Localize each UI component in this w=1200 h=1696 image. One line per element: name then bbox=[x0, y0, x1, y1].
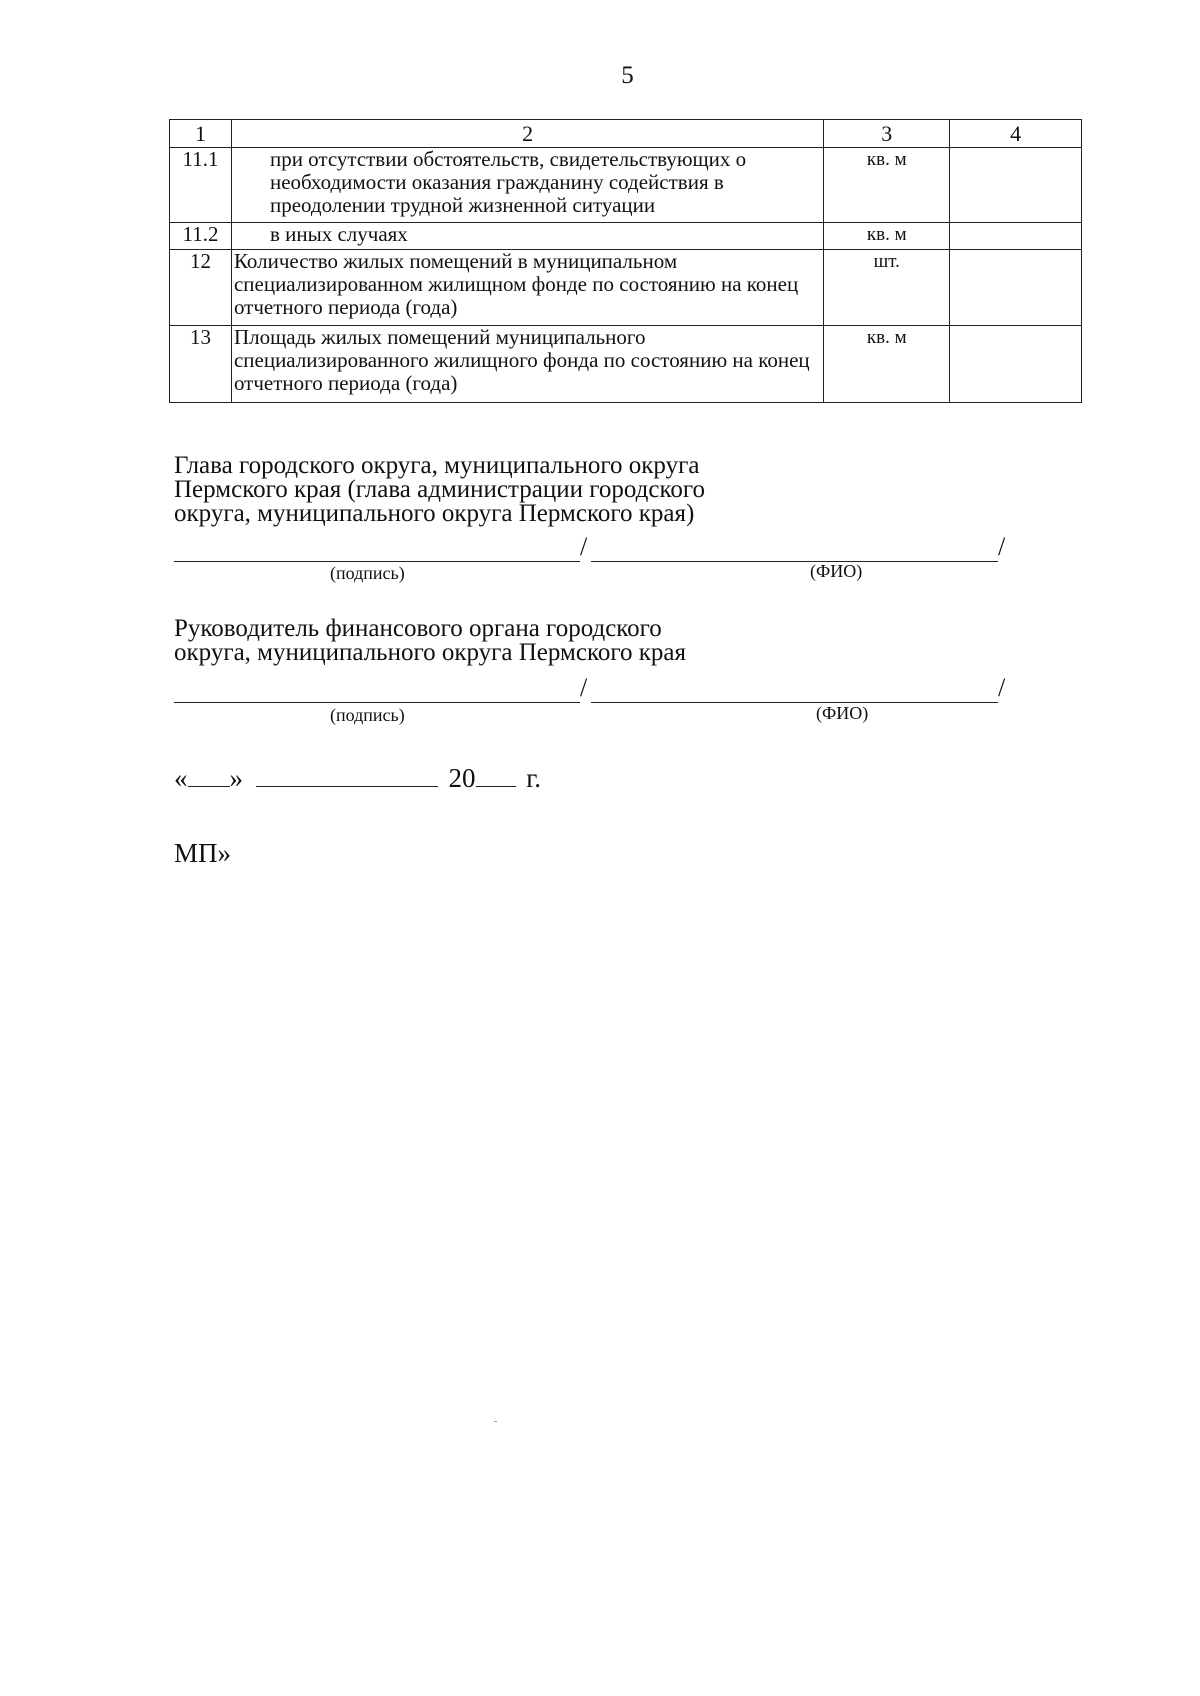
year-blank bbox=[476, 762, 516, 787]
row-value bbox=[950, 250, 1082, 326]
head-name-caption: (ФИО) bbox=[810, 561, 863, 581]
table-row bbox=[170, 326, 1082, 403]
table-header-cell: 2 bbox=[231, 120, 823, 148]
finance-signature-caption: (подпись) bbox=[330, 705, 405, 725]
table-header-row bbox=[170, 120, 1082, 148]
row-description: Количество жилых помещений в муниципальном специализированном жилищном фонде по состоянию на конец отчетного периода (года) bbox=[231, 250, 823, 326]
row-value bbox=[950, 148, 1082, 223]
row-description: Площадь жилых помещений муниципального специализированного жилищного фонда по состоянию на конец отчетного периода (года) bbox=[231, 326, 823, 403]
year-prefix: 20 bbox=[448, 763, 476, 793]
finance-name-line bbox=[591, 701, 998, 703]
finance-slash: / bbox=[580, 673, 588, 702]
head-signature-line bbox=[174, 560, 580, 562]
stamp-label: МП» bbox=[174, 838, 232, 868]
date-open-quote: « bbox=[174, 763, 188, 793]
table-header-cell: 4 bbox=[950, 120, 1082, 148]
date-line bbox=[174, 762, 541, 794]
head-slash-end: / bbox=[998, 532, 1006, 561]
row-unit: шт. bbox=[824, 250, 950, 326]
row-number: 11.1 bbox=[170, 148, 232, 223]
row-description: при отсутствии обстоятельств, свидетельствующих о необходимости оказания гражданину содействия в преодолении трудной жизненной ситуации bbox=[231, 148, 823, 223]
table-row bbox=[170, 223, 1082, 250]
table-row bbox=[170, 250, 1082, 326]
row-unit: кв. м bbox=[824, 148, 950, 223]
head-signature-caption: (подпись) bbox=[330, 563, 405, 583]
date-close-quote: » bbox=[229, 763, 243, 793]
row-number: 12 bbox=[170, 250, 232, 326]
finance-signature-title bbox=[174, 617, 686, 665]
head-slash: / bbox=[580, 532, 588, 561]
finance-slash-end: / bbox=[998, 673, 1006, 702]
row-number: 13 bbox=[170, 326, 232, 403]
row-number: 11.2 bbox=[170, 223, 232, 250]
row-unit: кв. м bbox=[824, 223, 950, 250]
day-blank bbox=[188, 762, 230, 787]
row-value bbox=[950, 326, 1082, 403]
finance-title-text: Руководитель финансового органа городского округа, муниципального округа Пермского края bbox=[174, 615, 686, 666]
table-row bbox=[170, 148, 1082, 223]
scan-speck bbox=[494, 1421, 497, 1422]
finance-name-caption: (ФИО) bbox=[816, 703, 869, 723]
head-signature-title bbox=[174, 454, 705, 526]
report-table bbox=[169, 119, 1082, 403]
year-suffix: г. bbox=[526, 763, 542, 793]
head-title-text: Глава городского округа, муниципального округа Пермского края (глава администрации городского округа, муниципального округа Пермского края) bbox=[174, 452, 705, 527]
head-name-line bbox=[591, 560, 998, 562]
table-header-cell: 3 bbox=[824, 120, 950, 148]
table-header-cell: 1 bbox=[170, 120, 232, 148]
month-blank bbox=[256, 762, 438, 787]
row-value bbox=[950, 223, 1082, 250]
row-description: в иных случаях bbox=[231, 223, 823, 250]
page-number: 5 bbox=[621, 62, 634, 89]
finance-signature-line bbox=[174, 701, 580, 703]
row-unit: кв. м bbox=[824, 326, 950, 403]
